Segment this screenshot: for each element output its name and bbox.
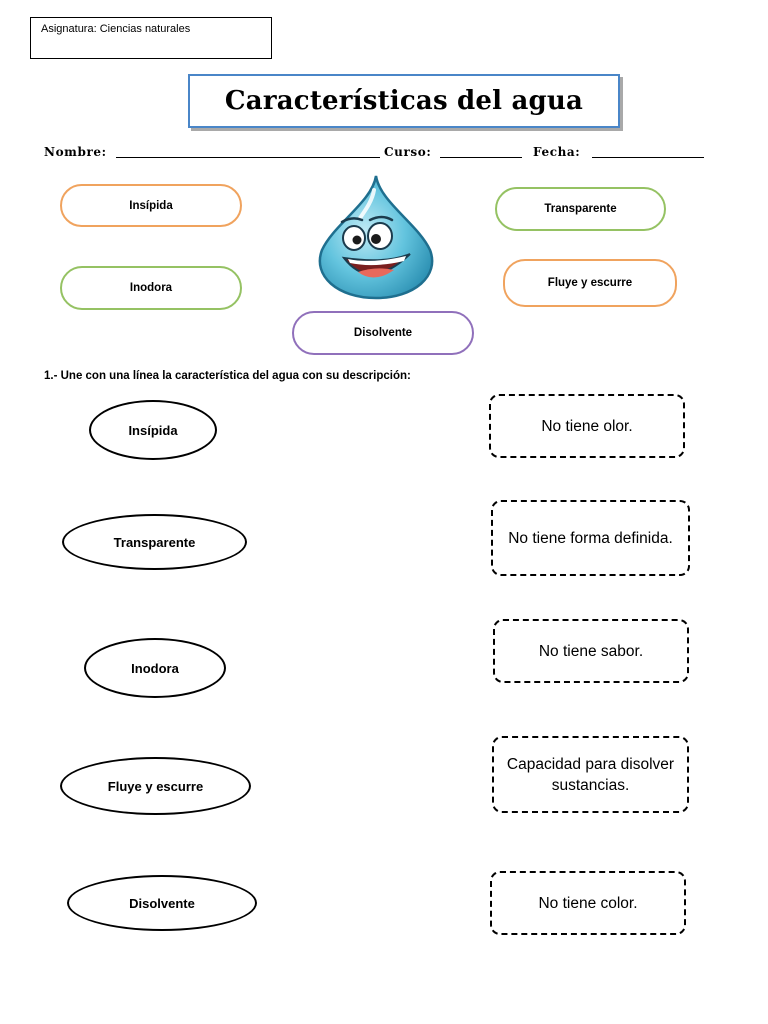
date-field-line[interactable] [592, 157, 704, 158]
subject-label: Asignatura: Ciencias naturales [41, 23, 191, 35]
student-fields-row [44, 143, 734, 163]
term-oval-insipida[interactable]: Insípida [89, 400, 217, 460]
term-oval-disolvente[interactable]: Disolvente [67, 875, 257, 931]
word-bank-pill-disolvente: Disolvente [292, 311, 474, 355]
term-oval-transparente[interactable]: Transparente [62, 514, 247, 570]
description-box-5[interactable]: No tiene color. [490, 871, 686, 935]
exercise-instruction: 1.- Une con una línea la característica del agua con su descripción: [44, 370, 411, 382]
word-bank-pill-transparente: Transparente [495, 187, 666, 231]
description-box-3[interactable]: No tiene sabor. [493, 619, 689, 683]
course-label: Curso: [384, 145, 432, 159]
description-box-1[interactable]: No tiene olor. [489, 394, 685, 458]
course-field-line[interactable] [440, 157, 522, 158]
subject-box [30, 17, 272, 59]
name-label: Nombre: [44, 145, 107, 159]
word-bank-pill-inodora: Inodora [60, 266, 242, 310]
description-box-4[interactable]: Capacidad para disolver sustancias. [492, 736, 689, 813]
name-field-line[interactable] [116, 157, 380, 158]
description-box-2[interactable]: No tiene forma definida. [491, 500, 690, 576]
term-oval-fluye[interactable]: Fluye y escurre [60, 757, 251, 815]
term-oval-inodora[interactable]: Inodora [84, 638, 226, 698]
date-label: Fecha: [533, 145, 581, 159]
word-bank-pill-insipida: Insípida [60, 184, 242, 227]
word-bank-pill-fluye: Fluye y escurre [503, 259, 677, 307]
page-title: Características del agua [188, 74, 620, 128]
smiling-water-drop-icon [314, 172, 438, 304]
